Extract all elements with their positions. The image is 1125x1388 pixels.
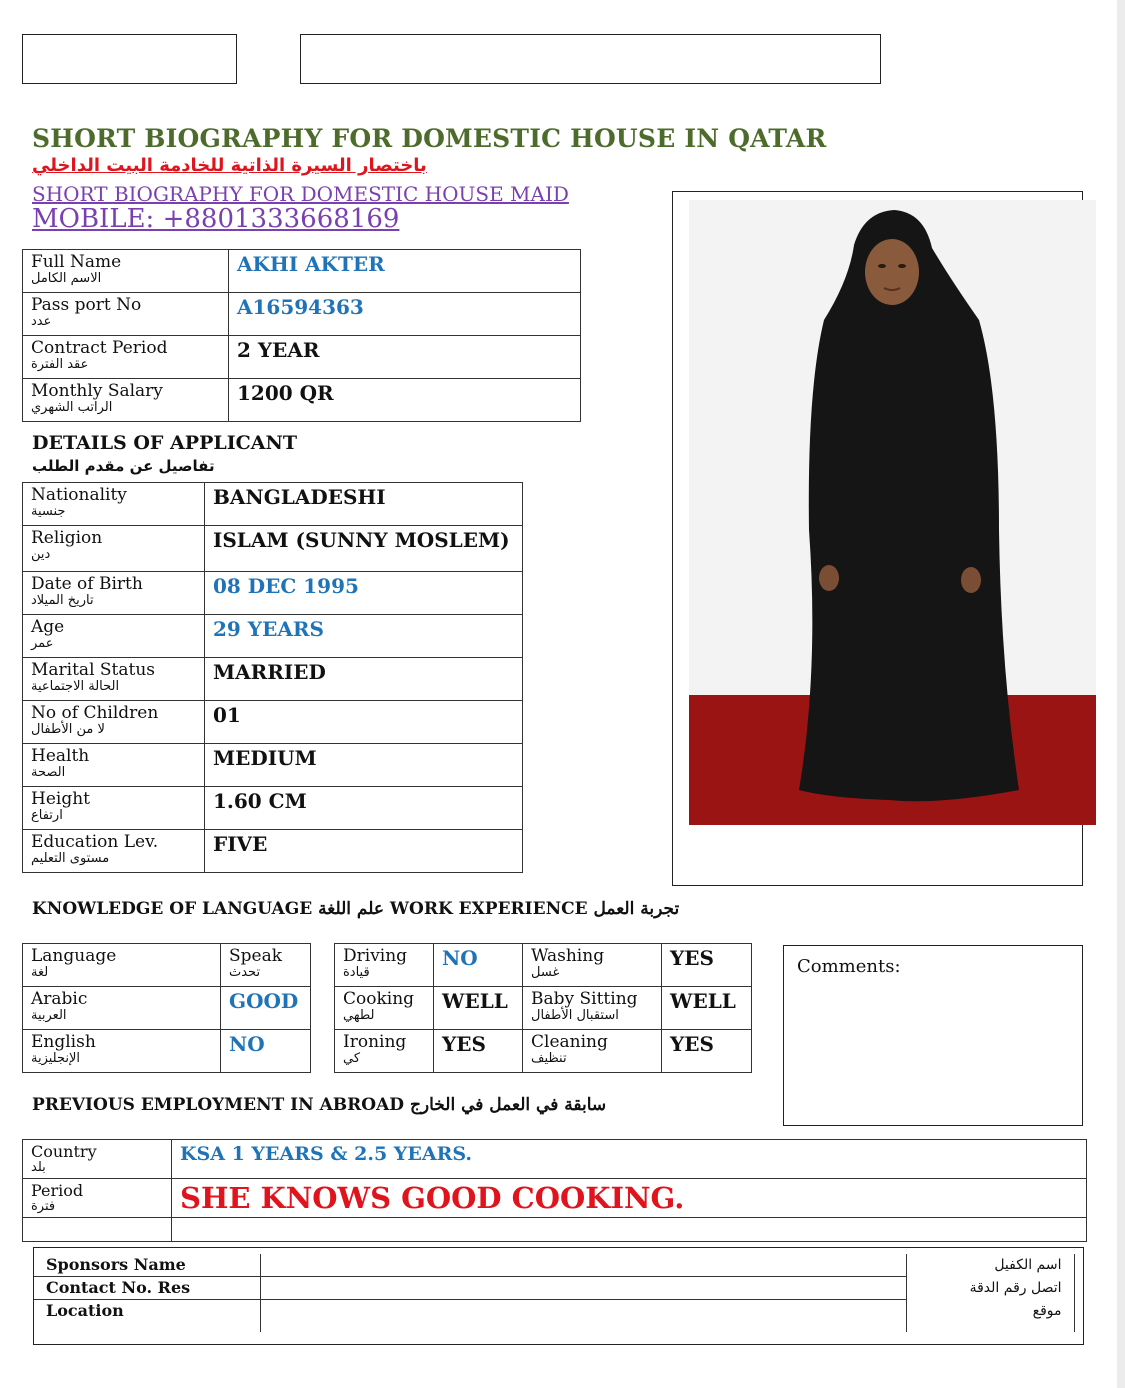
header-blank-box-right	[300, 34, 881, 84]
applicant-photo-svg	[689, 200, 1096, 825]
photo-frame	[672, 191, 1083, 886]
details-table	[22, 482, 523, 873]
comments-box	[783, 945, 1083, 1126]
country-value: KSA 1 YEARS & 2.5 YEARS.	[180, 1143, 473, 1165]
ironing-value: YES	[442, 1032, 486, 1056]
work-label: Driving	[343, 946, 408, 966]
table-row	[23, 701, 523, 744]
field-label: Date of Birth	[31, 574, 143, 594]
table-row	[23, 744, 523, 787]
field-label: Full Name	[31, 252, 122, 272]
field-label-arabic: عمر	[31, 636, 54, 651]
work-label-arabic: غسل	[531, 965, 560, 980]
passport-value: A16594363	[237, 295, 364, 319]
babysitting-value: WELL	[670, 989, 736, 1013]
work-label-arabic: تنظيف	[531, 1051, 567, 1066]
table-row	[23, 336, 581, 379]
table-row	[23, 944, 311, 987]
field-label: Contract Period	[31, 338, 168, 358]
language-name-arabic: العربية	[31, 1008, 67, 1023]
dob-value: 08 DEC 1995	[213, 574, 359, 598]
sponsor-name-value	[260, 1254, 906, 1277]
table-row	[23, 1218, 1087, 1242]
arabic-level: GOOD	[229, 989, 299, 1013]
sponsor-table	[34, 1254, 1075, 1332]
field-label-arabic: ارتفاع	[31, 808, 63, 823]
table-row	[23, 1030, 311, 1073]
field-label: Nationality	[31, 485, 127, 505]
speak-header-arabic: تحدث	[229, 965, 261, 980]
cleaning-value: YES	[670, 1032, 714, 1056]
washing-value: YES	[670, 946, 714, 970]
religion-value: ISLAM (SUNNY MOSLEM)	[213, 528, 510, 552]
page-edge	[1117, 0, 1125, 1388]
page-title-arabic: باختصار السيرة الذاتية للخادمة البيت الداخلي	[32, 155, 427, 176]
field-label-arabic: تاريخ الميلاد	[31, 593, 94, 608]
full-name-value: AKHI AKTER	[237, 252, 385, 276]
top-info-table	[22, 249, 581, 422]
field-label-arabic: لا من الأطفال	[31, 722, 105, 737]
table-row	[23, 483, 523, 526]
table-row	[23, 787, 523, 830]
age-value: 29 YEARS	[213, 617, 324, 641]
cooking-value: WELL	[442, 989, 508, 1013]
contact-value	[260, 1277, 906, 1300]
table-row	[23, 987, 311, 1030]
language-header-label: Language	[31, 946, 117, 966]
header-blank-box-left	[22, 34, 237, 84]
page-title: SHORT BIOGRAPHY FOR DOMESTIC HOUSE IN QATAR	[32, 124, 827, 153]
table-row	[23, 658, 523, 701]
field-label: Age	[31, 617, 65, 637]
table-row	[23, 572, 523, 615]
language-name-arabic: الإنجليزية	[31, 1051, 81, 1066]
field-label-arabic: الاسم الكامل	[31, 271, 102, 286]
nationality-value: BANGLADESHI	[213, 485, 386, 509]
field-label: Pass port No	[31, 295, 142, 315]
field-label-arabic: دين	[31, 547, 51, 562]
mobile-number: MOBILE: +8801333668169	[32, 204, 400, 234]
health-value: MEDIUM	[213, 746, 317, 770]
location-arabic: موقع	[906, 1300, 1074, 1332]
period-value: SHE KNOWS GOOD COOKING.	[180, 1181, 685, 1215]
field-label-arabic: بلد	[31, 1160, 46, 1175]
table-row	[34, 1254, 1074, 1277]
location-value	[260, 1300, 906, 1332]
field-label: Health	[31, 746, 90, 766]
salary-value: 1200 QR	[237, 381, 334, 405]
work-label: Cooking	[343, 989, 415, 1009]
table-row	[335, 944, 752, 987]
details-heading-arabic: تفاصيل عن مقدم الطلب	[32, 457, 215, 475]
driving-value: NO	[442, 946, 478, 970]
previous-employment-heading: PREVIOUS EMPLOYMENT IN ABROAD سابقة في العمل في الخارج	[32, 1095, 607, 1115]
table-row	[23, 615, 523, 658]
field-label-arabic: الحالة الاجتماعية	[31, 679, 120, 694]
table-row	[23, 1140, 1087, 1179]
field-label: No of Children	[31, 703, 159, 723]
work-label: Ironing	[343, 1032, 407, 1052]
table-row	[23, 250, 581, 293]
field-label: Country	[31, 1142, 97, 1161]
language-name: Arabic	[31, 989, 88, 1009]
table-row	[34, 1300, 1074, 1332]
work-experience-table	[334, 943, 752, 1073]
english-level: NO	[229, 1032, 265, 1056]
details-heading: DETAILS OF APPLICANT	[32, 432, 297, 454]
language-work-heading: KNOWLEDGE OF LANGUAGE علم اللغة WORK EXPERIENCE تجربة العمل	[32, 899, 680, 919]
field-label-arabic: مستوى التعليم	[31, 851, 110, 866]
field-label: Religion	[31, 528, 103, 548]
language-name: English	[31, 1032, 96, 1052]
field-label-arabic: فترة	[31, 1199, 56, 1214]
work-label-arabic: استقبال الأطفال	[531, 1008, 619, 1023]
table-row	[23, 379, 581, 422]
marital-value: MARRIED	[213, 660, 326, 684]
language-header-arabic: لغة	[31, 965, 49, 980]
sponsor-name-label: Sponsors Name	[34, 1254, 260, 1277]
field-label: Period	[31, 1181, 84, 1200]
height-value: 1.60 CM	[213, 789, 307, 813]
table-row	[335, 1030, 752, 1073]
field-label: Monthly Salary	[31, 381, 163, 401]
field-label-arabic: عقد الفترة	[31, 357, 89, 372]
field-label: Height	[31, 789, 90, 809]
applicant-photo	[689, 200, 1096, 825]
previous-employment-table	[22, 1139, 1087, 1242]
comments-label: Comments:	[797, 956, 901, 977]
contact-arabic: اتصل رقم الدقة	[906, 1277, 1074, 1300]
contract-value: 2 YEAR	[237, 338, 320, 362]
field-label-arabic: الصحة	[31, 765, 66, 780]
field-label: Education Lev.	[31, 832, 159, 852]
field-label-arabic: جنسية	[31, 504, 66, 519]
language-table	[22, 943, 311, 1073]
children-value: 01	[213, 703, 241, 727]
table-row	[23, 526, 523, 572]
field-label-arabic: الراتب الشهري	[31, 400, 113, 415]
contact-label: Contact No. Res	[34, 1277, 260, 1300]
sponsor-box	[33, 1247, 1084, 1345]
work-label: Cleaning	[531, 1032, 608, 1052]
education-value: FIVE	[213, 832, 268, 856]
table-row	[23, 1179, 1087, 1218]
work-label: Washing	[531, 946, 605, 966]
sponsor-name-arabic: اسم الكفيل	[906, 1254, 1074, 1277]
table-row	[335, 987, 752, 1030]
table-row	[34, 1277, 1074, 1300]
table-row	[23, 293, 581, 336]
field-label-arabic: عدد	[31, 314, 52, 329]
work-label-arabic: لطهي	[343, 1008, 375, 1023]
work-label: Baby Sitting	[531, 989, 638, 1009]
location-label: Location	[34, 1300, 260, 1332]
work-label-arabic: قيادة	[343, 965, 370, 980]
page-subtitle: SHORT BIOGRAPHY FOR DOMESTIC HOUSE MAID	[32, 182, 569, 206]
work-label-arabic: كي	[343, 1051, 361, 1066]
field-label: Marital Status	[31, 660, 156, 680]
speak-header-label: Speak	[229, 946, 283, 966]
table-row	[23, 830, 523, 873]
